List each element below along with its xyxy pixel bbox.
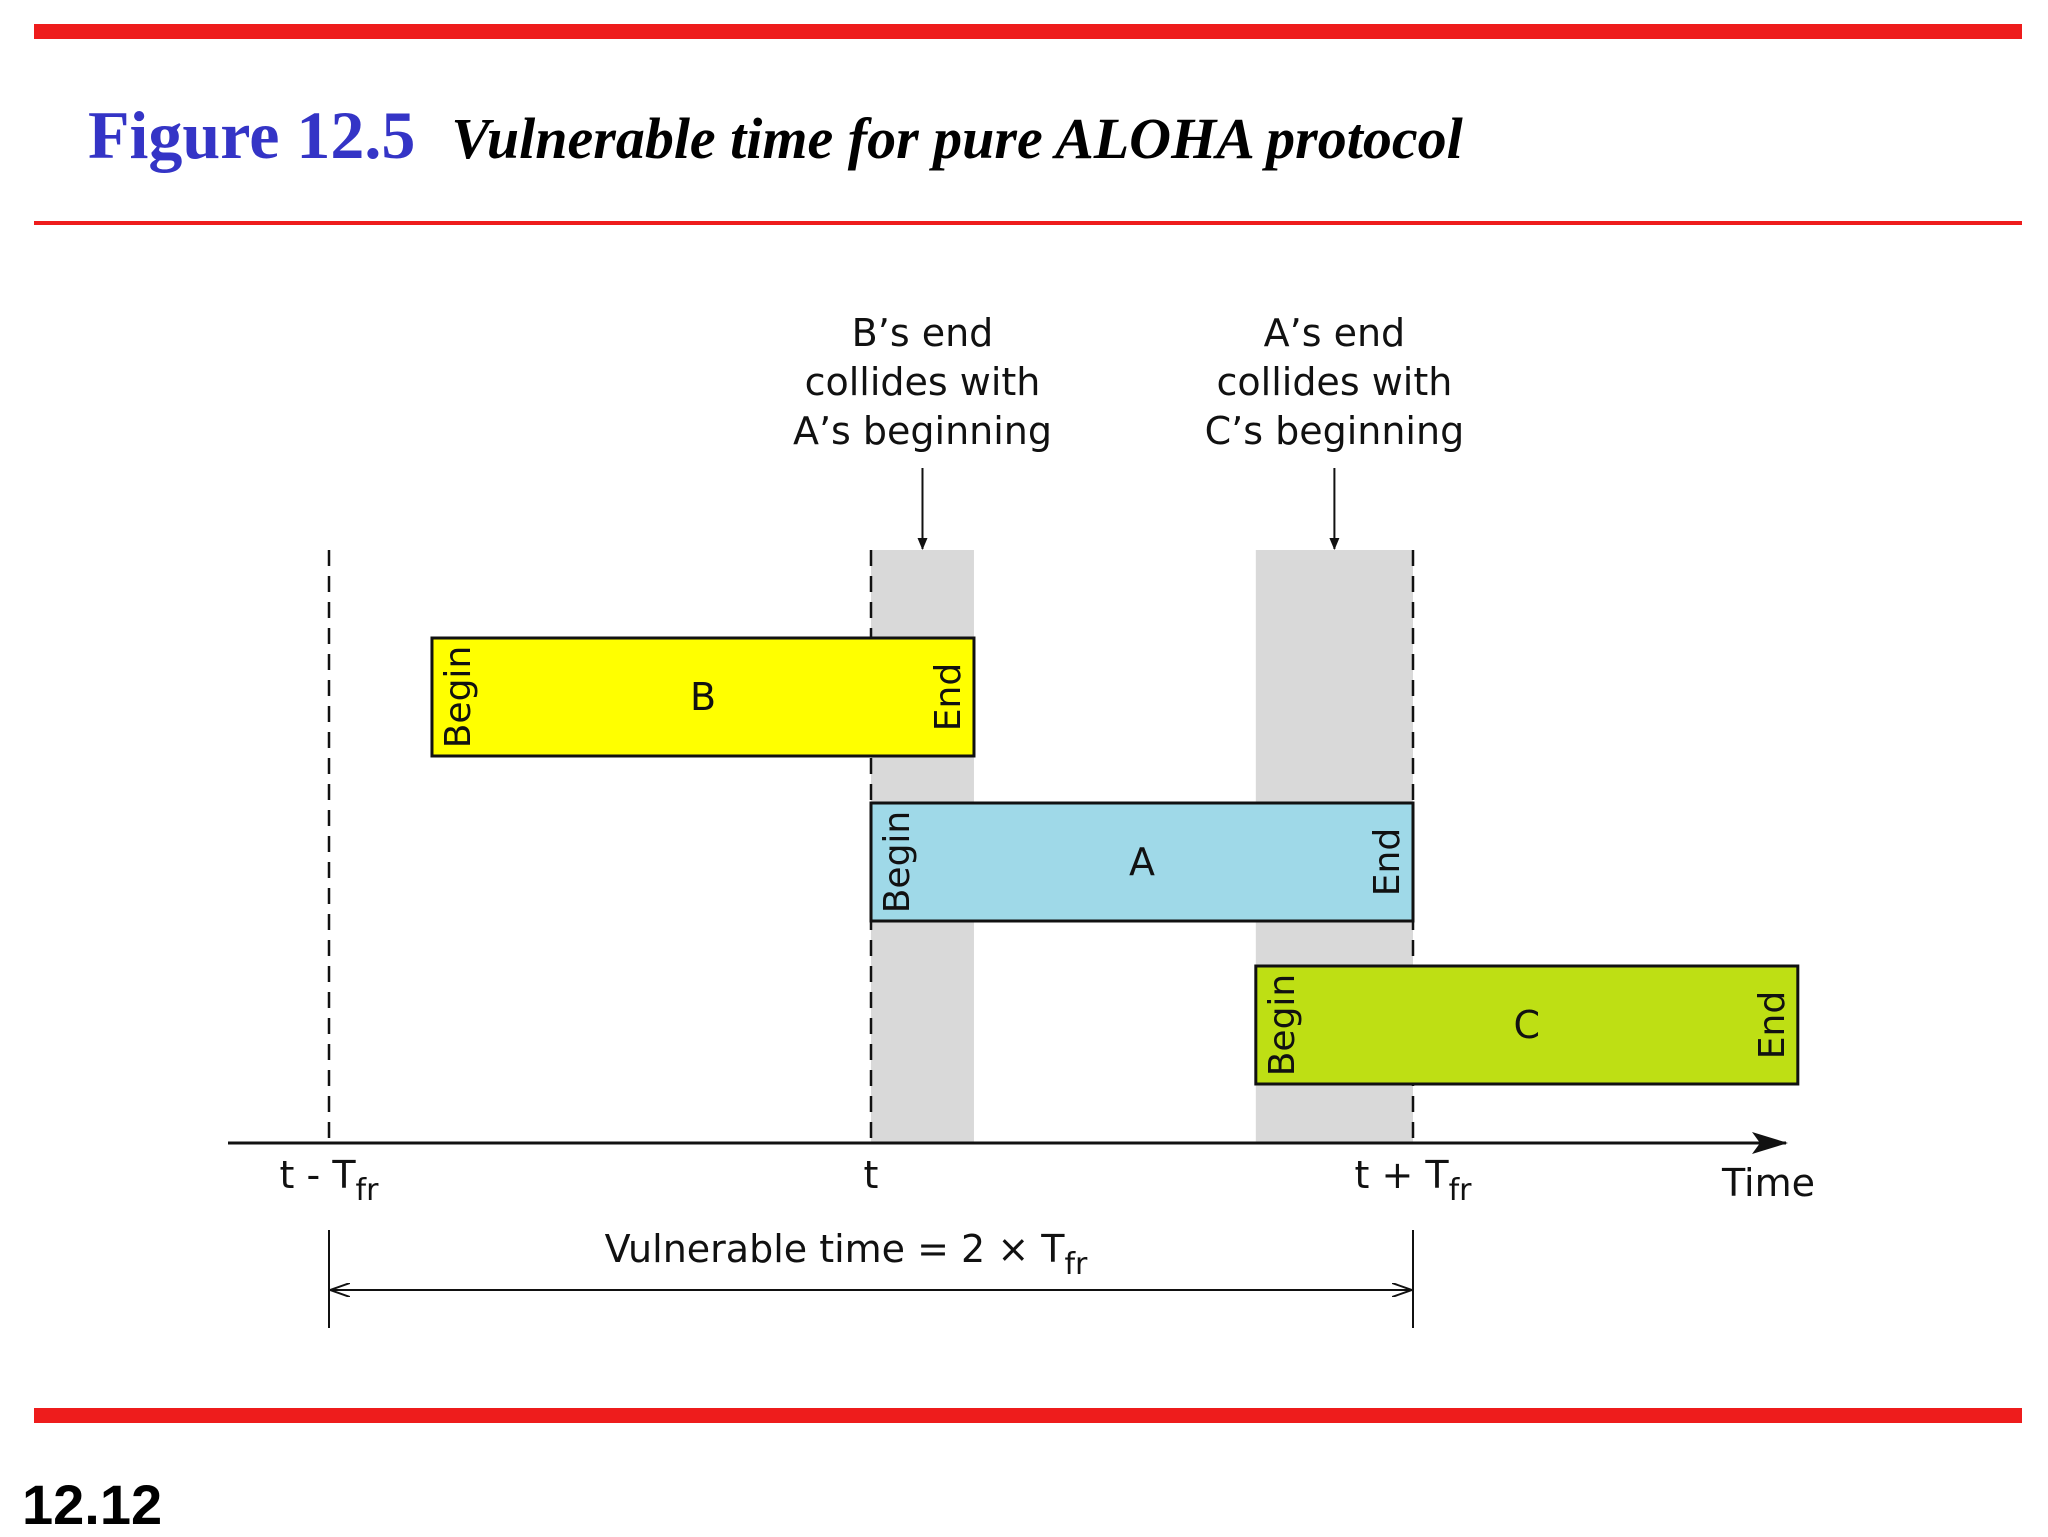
- frame-b: [432, 638, 974, 756]
- annotation-b-collision: [793, 311, 1052, 549]
- tick-label-base: t - T: [279, 1153, 356, 1197]
- bottom-red-rule: [34, 1408, 2022, 1423]
- tick-label-base: t: [863, 1153, 879, 1197]
- tick-label-sub: fr: [355, 1173, 379, 1208]
- annotation-a-line-1: A’s end: [1263, 311, 1406, 355]
- frame-c-label: C: [1513, 1003, 1541, 1047]
- frame-c-begin-label: Begin: [1261, 973, 1303, 1077]
- tick-label-base: t + T: [1354, 1153, 1449, 1197]
- tick-label-sub: fr: [1448, 1173, 1472, 1208]
- vulnerable-time-label-sub: fr: [1064, 1247, 1088, 1282]
- frame-b-label: B: [689, 675, 717, 719]
- frame-a-end-label: End: [1367, 827, 1408, 897]
- annotation-b-line-3: A’s beginning: [792, 409, 1053, 453]
- frames-group: [432, 638, 1798, 1084]
- vulnerable-time-span: [329, 1227, 1413, 1328]
- tick-label: [280, 1153, 380, 1208]
- vulnerable-time-label: [605, 1227, 1088, 1282]
- time-axis-ticks: [280, 1153, 1473, 1208]
- tick-label: [864, 1153, 879, 1197]
- annotation-a-collision: [1205, 311, 1465, 549]
- tick-label: [1354, 1153, 1472, 1208]
- frame-b-end-label: End: [927, 662, 969, 732]
- annotation-b-line-1: B’s end: [851, 311, 994, 355]
- figure-caption: Vulnerable time for pure ALOHA protocol: [451, 106, 1463, 171]
- page-number: 12.12: [22, 1473, 163, 1536]
- annotation-a-line-2: collides with: [1216, 360, 1453, 404]
- vulnerable-time-label-base: Vulnerable time = 2 × T: [604, 1227, 1065, 1271]
- frame-c: [1256, 966, 1798, 1084]
- frame-a: [871, 803, 1413, 921]
- annotation-a-line-3: C’s beginning: [1204, 409, 1465, 453]
- frame-b-begin-label: Begin: [437, 645, 479, 749]
- frame-c-end-label: End: [1751, 990, 1793, 1060]
- frame-a-label: A: [1129, 840, 1155, 884]
- figure-number: Figure 12.5: [88, 97, 416, 173]
- time-axis-label: Time: [1722, 1161, 1815, 1205]
- frame-a-begin-label: Begin: [877, 810, 918, 914]
- annotation-b-line-2: collides with: [804, 360, 1041, 404]
